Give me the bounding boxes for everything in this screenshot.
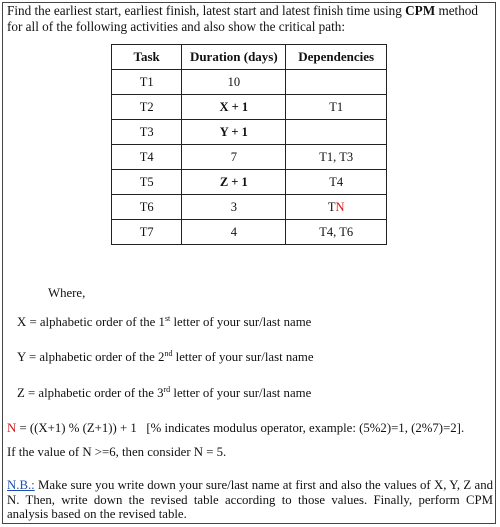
definition-y: Y = alphabetic order of the 2nd letter of your sur/last name xyxy=(17,349,314,364)
duration-cell: 4 xyxy=(182,220,286,245)
task-cell: T4 xyxy=(112,145,182,170)
task-cell: T6 xyxy=(112,195,182,220)
question-intro xyxy=(7,3,493,35)
dependencies-cell: T4 xyxy=(286,170,387,195)
task-cell: T2 xyxy=(112,95,182,120)
definition-z: Z = alphabetic order of the 3rd letter of your sur/last name xyxy=(17,385,312,400)
task-cell: T5 xyxy=(112,170,182,195)
nb-label: N.B.: xyxy=(7,478,35,492)
dependencies-cell: T1, T3 xyxy=(286,145,387,170)
dependencies-cell: T1 xyxy=(286,95,387,120)
where-label: Where, xyxy=(48,286,86,300)
duration-cell: X + 1 xyxy=(182,95,286,120)
duration-cell: 7 xyxy=(182,145,286,170)
table-row xyxy=(112,120,387,145)
duration-cell: 10 xyxy=(182,70,286,95)
table-row xyxy=(112,220,387,245)
table-header-row xyxy=(112,45,387,70)
duration-cell: Z + 1 xyxy=(182,170,286,195)
column-header-duration: Duration (days) xyxy=(182,45,286,70)
duration-cell: 3 xyxy=(182,195,286,220)
task-cell: T3 xyxy=(112,120,182,145)
formula-n: N = ((X+1) % (Z+1)) + 1 [% indicates modulus operator, example: (5%2)=1, (2%7)=2]. xyxy=(7,421,465,435)
column-header-task: Task xyxy=(112,45,182,70)
dependency-variable-n: N xyxy=(335,199,345,214)
dependencies-cell xyxy=(286,120,387,145)
table-row xyxy=(112,195,387,220)
table-row xyxy=(112,145,387,170)
table-row xyxy=(112,170,387,195)
column-header-dependencies: Dependencies xyxy=(286,45,387,70)
dependencies-cell xyxy=(286,70,387,95)
intro-text-end: method for all of the following activities and also show the critical path: xyxy=(7,3,478,34)
task-cell: T1 xyxy=(112,70,182,95)
task-cell: T7 xyxy=(112,220,182,245)
duration-cell: Y + 1 xyxy=(182,120,286,145)
table-row xyxy=(112,70,387,95)
dependencies-cell: TN xyxy=(286,195,387,220)
intro-text: Find the earliest start, earliest finish, latest start and latest finish time using xyxy=(7,3,406,18)
dependencies-cell: T4, T6 xyxy=(286,220,387,245)
n-symbol: N xyxy=(7,421,17,435)
table-row xyxy=(112,95,387,120)
nb-note: N.B.: Make sure you write down your sure/last name at first and also the values of X, Y, Z and N. Then, write down the revised table according to those values. Finally, perform CPM analysis based on the revised table. xyxy=(7,478,493,521)
activity-table xyxy=(111,44,387,245)
definition-x: X = alphabetic order of the 1st letter of your sur/last name xyxy=(17,314,312,329)
condition-text: If the value of N >=6, then consider N = 5. xyxy=(7,445,227,459)
intro-emphasis: CPM xyxy=(405,3,436,18)
